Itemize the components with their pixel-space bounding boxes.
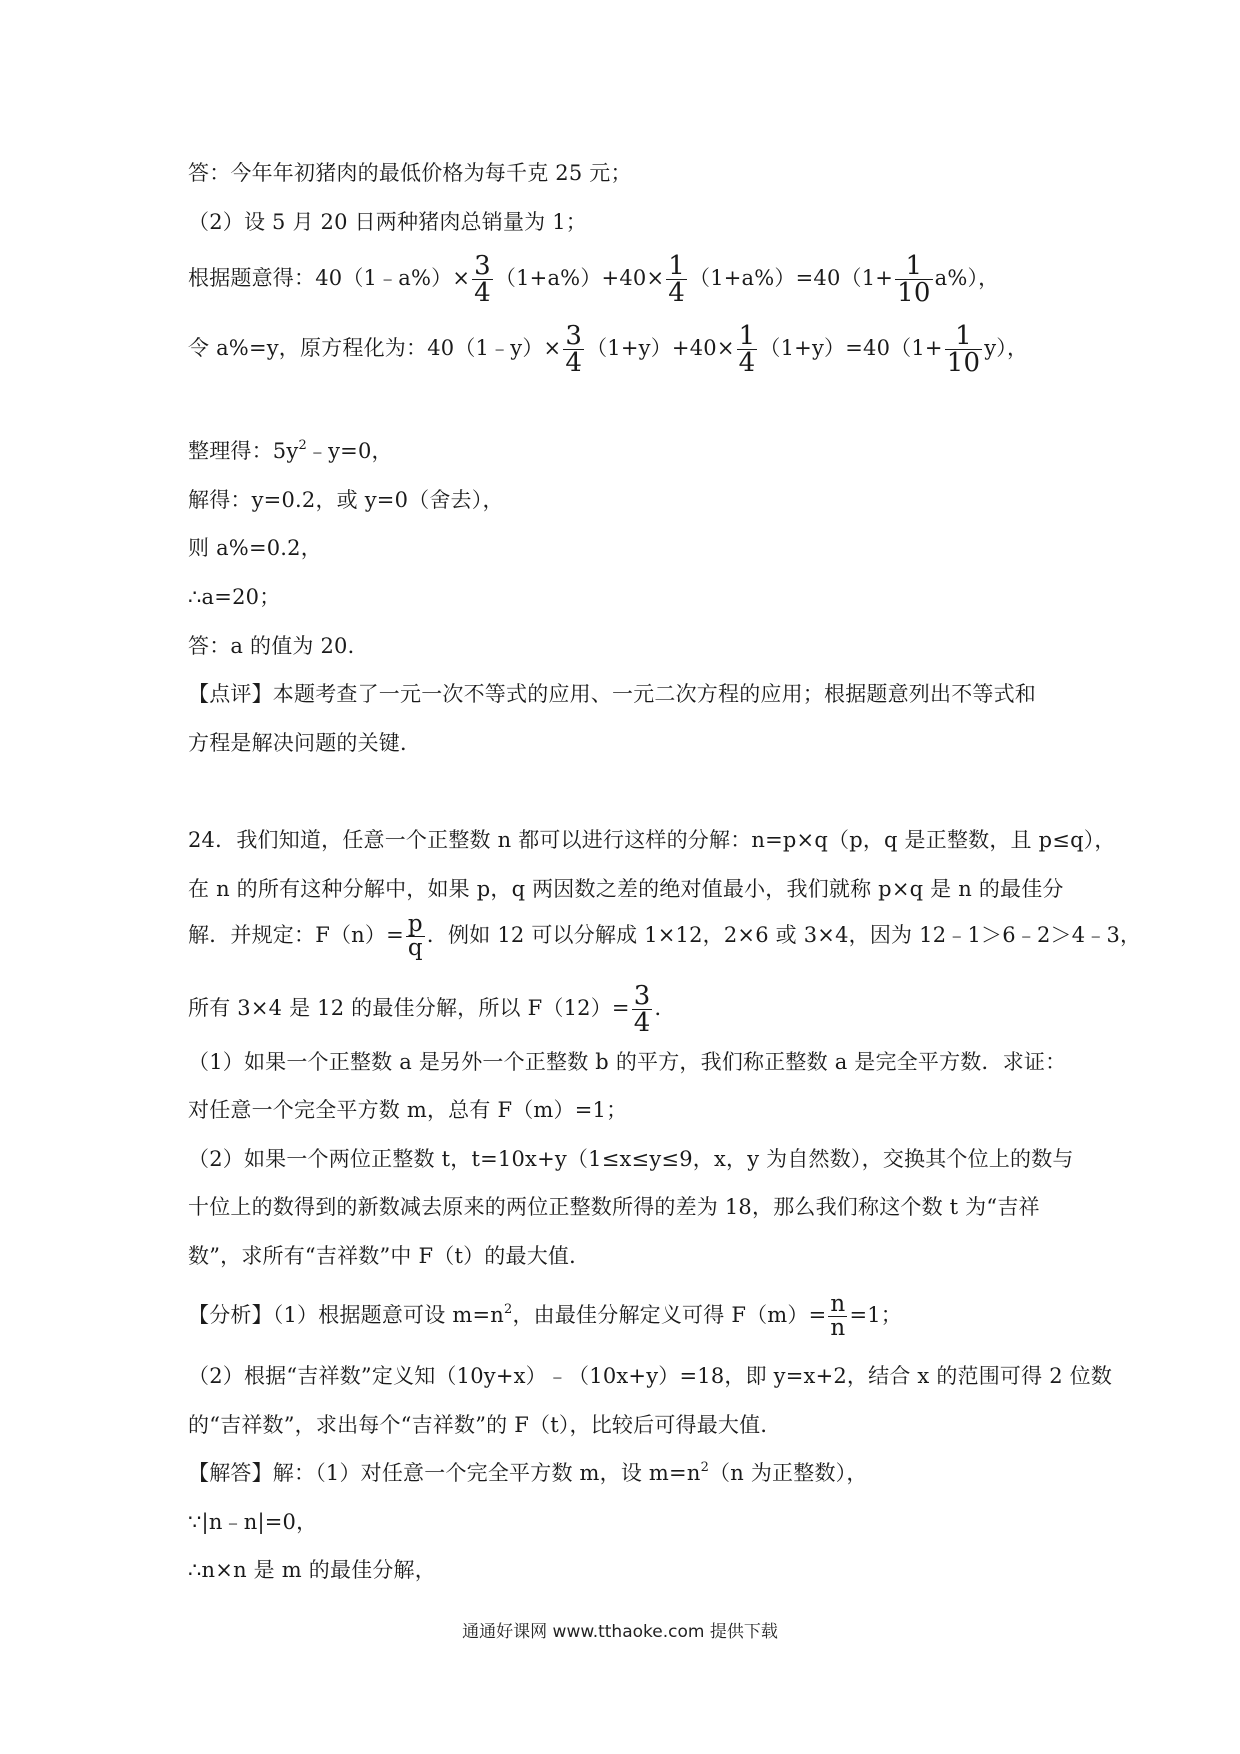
therefore-line: ∴a=20； (188, 585, 281, 609)
solve-line: 解得：y=0.2，或 y=0（舍去）， (188, 488, 504, 512)
question-24-part1-line-2: 对任意一个完全平方数 m，总有 F（m）=1； (188, 1098, 628, 1122)
fraction-3-4: $\frac{3}{4}$ (633, 981, 651, 1038)
question-24-line-4: 所有 3×4 是 12 的最佳分解，所以 F（12）= $\frac{3}{4}$ ． (188, 981, 676, 1038)
question-24-part1-line-1: （1）如果一个正整数 a 是另外一个正整数 b 的平方，我们称正整数 a 是完全平方数．求证： (188, 1050, 1067, 1074)
answer-a-line: 答：a 的值为 20． (188, 634, 369, 658)
analysis-line-3: 的“吉祥数”，求出每个“吉祥数”的 F（t），比较后可得最大值． (188, 1413, 782, 1437)
answer-line: 答：今年年初猪肉的最低价格为每千克 25 元； (188, 161, 632, 185)
comment-line-1: 【点评】本题考查了一元一次不等式的应用、一元二次方程的应用；根据题意列出不等式和 (188, 682, 1036, 706)
question-24-line-1: 24．我们知道，任意一个正整数 n 都可以进行这样的分解：n=p×q（p，q 是正整数，且 p≤q）， (188, 828, 1116, 852)
question-24-part2-line-3: 数”，求所有“吉祥数”中 F（t）的最大值． (188, 1244, 591, 1268)
analysis-line-2: （2）根据“吉祥数”定义知（10y+x）﹣（10x+y）=18，即 y=x+2，结合 x 的范围可得 2 位数 (188, 1364, 1113, 1388)
fraction-p-q: $\frac{p}{q}$ (407, 911, 423, 961)
page-footer: 通通好课网 www.tthaoke.com 提供下载 (462, 1622, 778, 1642)
fraction-1-10: $\frac{1}{10}$ (946, 321, 981, 378)
question-24-part2-line-2: 十位上的数得到的新数减去原来的两位正整数所得的差为 18，那么我们称这个数 t 为“吉祥 (188, 1195, 1040, 1219)
fraction-1-10: $\frac{1}{10}$ (897, 251, 931, 308)
simplify-line: 整理得：$5y^2﹣y=0$， (188, 438, 393, 463)
solution-line-3: ∴n×n 是 m 的最佳分解， (188, 1558, 436, 1582)
fraction-3-4: $\frac{3}{4}$ (565, 321, 583, 378)
fraction-1-4: $\frac{1}{4}$ (738, 321, 756, 378)
fraction-1-4: $\frac{1}{4}$ (668, 251, 685, 308)
solution-line-2: ∵|n﹣n|=0， (188, 1510, 318, 1534)
then-line: 则 a%=0.2， (188, 536, 322, 560)
fraction-3-4: $\frac{3}{4}$ (474, 251, 491, 308)
part2-setup-line: （2）设 5 月 20 日两种猪肉总销量为 1； (188, 210, 587, 234)
equation-line-2: 令 a%=y，原方程化为：40（1﹣y）× $\frac{3}{4}$ （1+y）+40× $\frac{1}{4}$ （1+y）=40（1+ $\frac{1}{10}$ y）， (188, 321, 1029, 378)
comment-line-2: 方程是解决问题的关键． (188, 731, 422, 755)
fraction-n-n: $\frac{n}{n}$ (830, 1291, 846, 1341)
analysis-line-1: 【分析】（1）根据题意可设 $m=n^2$，由最佳分解定义可得 F（m）= $\frac{n}{n}$ =1； (188, 1291, 902, 1341)
question-24-line-3: 解．并规定：F（n）= $\frac{p}{q}$ ．例如 12 可以分解成 1×12，2×6 或 3×4，因为 12﹣1＞6﹣2＞4﹣3， (188, 911, 1142, 961)
equation-line-1: 根据题意得：40（1﹣a%）× $\frac{3}{4}$ （1+a%）+40× $\frac{1}{4}$ （1+a%）=40（1+ $\frac{1}{10}$ a%）， (188, 251, 1000, 308)
question-24-line-2: 在 n 的所有这种分解中，如果 p，q 两因数之差的绝对值最小，我们就称 p×q 是 n 的最佳分 (188, 877, 1064, 901)
solution-line-1: 【解答】解：（1）对任意一个完全平方数 m，设 $m=n^2(n$ 为正整数）， (188, 1460, 868, 1485)
question-24-part2-line-1: （2）如果一个两位正整数 t，t=10x+y（1≤x≤y≤9，x，y 为自然数），交换其个位上的数与 (188, 1147, 1074, 1171)
